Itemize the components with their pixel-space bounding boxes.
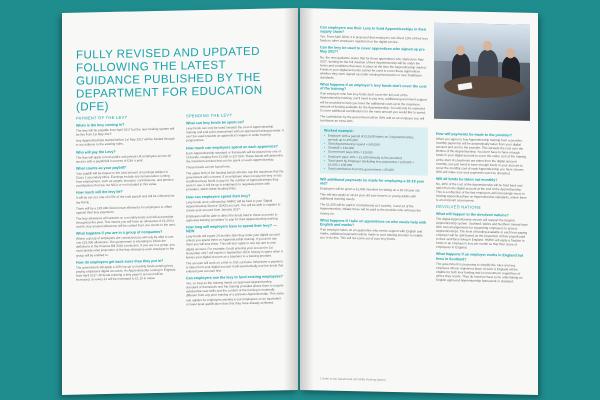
list-item: • Total Apprenticeship spend = £45,000 [324,142,424,148]
section-question: Can employers use their Levy to fund Apprenticeships in their supply chain? [320,25,427,35]
body-paragraph: Levy funds once collected by HMRC will be held in your 'Digital Apprenticeship Service' (DAS) account. You will be able to register to create your account from January 2017. [186,198,281,213]
body-paragraph: Where a group of employers are connected you will only be able to use one £15,000 allowance. The government is intending to follow the definitions in the Finance Bill 2016 connection. If you are in a group, you must decide what proportion of the levy allowance each employer in the group will be entitled to. [76,234,175,258]
section-question: What happens if an employer's levy funds don't cover the cost of the training? [320,82,427,92]
body-paragraph: The levy will apply to both public and private UK employers across all sectors with a paybill bill in excess of £3m a year. [76,153,171,164]
gutter-shadow [300,8,314,390]
section-question: Who will pay the Levy? [76,149,116,155]
section-question: What happens if you are in a group of companies? [76,229,163,236]
right-page [300,8,538,395]
meeting-photo [434,23,530,121]
body-paragraph: The £1,000 will be paid in 2 instalments at 3 months, 3 and 12 of the Apprenticeship, initially these will be paid to the provider who will pass the money on. [320,202,421,216]
page-headline: FULLY REVISED AND UPDATED FOLLOWING THE LATEST GUIDANCE PUBLISHED BY THE DEPARTMENT FOR EDUCATION (DFE) [76,44,263,114]
body-paragraph: This will also apply to 19-24 year old care leavers or young adults with additional learning needs. [320,192,416,202]
section-question: How much will the levy be? [76,189,123,195]
left-column-2 [186,112,284,308]
body-paragraph: These bands can be found here. [186,164,231,170]
body-paragraph: Employers will be able to direct the funds held in these accounts to approved training 'providers' to pay for their Apprenticeship training. [186,212,279,223]
body-paragraph: The upper limit of the funding bands will also cap the maximum that the government will co-invest. If an employer does not pay the levy or has insufficient levy funds to pay for the number of Apprenticeships they want to use, it will be up to employers to negotiate prices with providers, within these funding limits. [186,169,284,192]
section-question: How will payments be made to the provider? [436,131,513,138]
body-paragraph: There will be a £15,000 fixed annual allowance for employers to offset against their levy payments. [76,204,172,215]
section-question: What can levy funds be spent on? [186,120,245,126]
body-paragraph: The contribution by the government will be 90% and as an employer you will contribute an extra 10%. [320,114,425,123]
list-item: • Employer pays 10% = £1,000 (directly to the provider) [324,154,424,160]
right-column-1 [320,22,428,243]
body-paragraph: Your paybill will be based on the total amount of earnings subject to Class 1 secondary NICs. Earnings include any remuneration coming from employment, such as wages, bonuses, commissions, and pension contributions that are not NICs or not included in this value. [76,169,174,188]
section-question: Can employers use the levy to fund existing employees? [186,274,283,281]
worked-example-title: Worked example: [324,128,354,134]
section-question: How long will employers have to spend their levy? — NEW [186,223,277,234]
section-heading: PAYMENT OF THE LEVY [76,114,128,121]
section-question: Will additional payments be made for employing a 16-18 year old? [320,177,425,186]
left-column-1 [76,115,176,284]
section-question: When is the levy coming in? [76,122,125,128]
body-paragraph: When you agree to buy Apprenticeship training from a provider, monthly payments will be automatically taken from your digital account and sent to the provider. This spreads the cost over the lifetime of the Apprenticeship. You don't have to have enough funds in your digital account to cover the entire cost of the training at the start. As payments are taken from the digital account monthly, you just need to have enough funds in your account to cover the monthly cost of each Apprenticeship you have chosen. 80% will make sure your payments won't be disrupted. [436,136,527,176]
section-question: What happens if an employer works in England but lives in Scotland? [436,252,524,262]
section-question: How can employers spend their levy? [186,193,251,199]
list-item: • Employer with a payroll of £15,000 takes on 3 Apprenticeships, spends up to £35,000 [324,134,424,144]
section-question: What happens if I take on apprentices on who needs help with English and maths? [320,218,427,227]
left-page [62,8,298,395]
worked-example-list [324,134,424,173]
body-paragraph: The government will apply a 10% top up to monthly funds entering levy paying employers digital accounts. An Apprenticeship costing in England, from April 2017. All funds entering a levy payer's account will be increased, so every £1 will be increased to £1.10 in value. [76,263,176,282]
list-item: • Government pays 90% = £9,000 [324,150,424,156]
section-question: How do employers get back more than they put in? [76,258,164,265]
section-question: How much can employers spend on each apprentice? [186,143,278,150]
body-paragraph: Any Apprenticeships started before 1st May 2017 will be funded through in accordance to the existing rules. [76,136,175,148]
section-question: What counts as your paybill? [76,165,126,171]
list-item: • Total contribution from the government = £9,000 [324,166,424,172]
body-paragraph: Yes. From April 2018, it is proposed that employers can direct 10% of their levy funds to other employers registered on the digital service. [320,34,428,45]
worked-example-box [320,125,428,175]
body-paragraph: The government is proposing to simplify the rules and any employee whose registered place of work is England will be eligible for both levy funding and co-investment, regardless of where they reside. They do however have to be undertaking an English approved Apprenticeship framework or standard. [436,261,523,284]
body-paragraph: No, the new guidance states that for those apprentices who started pre May 2017, funding for the full duration of their Apprenticeship will be under the terms and conditions that were in place at the time the Apprenticeship started. Funds in your digital accounts cannot be used to cover these apprentices whether they were signed up under existing frameworks or new Trailblazer standards. [320,54,427,80]
section-heading: SPENDING THE LEVY [186,112,233,119]
body-paragraph: Levy funds will expire 24 months after they enter your digital account unless you spend them on Apprenticeship training. If you don't use them you will lose them. This will also apply to any top ups to your digital account. For example, funds entering your account in 1st November 2017 will expire in September 2019. Money is spent when it leaves your digital account as a payment to a training provider. [186,232,283,260]
gutter-shadow [284,8,298,390]
body-paragraph: If an employer takes on an apprentice who needs support with English and maths, additional payments will be made to your training provider to enable you to do this. This will not come out of your levy funds. [320,227,423,242]
footnote: 1 Refer to the Department and Skills Funding Agency [320,376,386,382]
list-item: • Shortfall = £10,000 [324,146,424,152]
list-item: • Total spent by Employer (including levy payments) = £35,000 + £1,000 = £36,000 [324,158,424,168]
body-paragraph: Employers will be given a £1,000 incentive for taking on a 16-18 year old. [320,186,421,193]
body-paragraph: If an employer who has levy funds don't cover the full cost of the Apprenticeship training, you'll need to pay less, additional government support will be provided to help you meet the additional costs up to the maximum amount of funding available for the Apprenticeship. You will only be expected to cover additional contributions for the extra amount you would like to spend. [320,91,427,115]
right-column-2 [436,129,528,286]
section-question: Will all funds be taken out monthly? [436,176,498,183]
body-paragraph: Levy funds can only be used towards the cost of Apprenticeship training and end point assessment with an approved training provider. It can't be used towards an apprentice's wages or wider training programmes. [186,124,284,143]
body-paragraph: The digital Apprenticeship service will support the English Apprenticeship system. Scotland, Wales and Northern Ireland have their own arrangements for supporting employers to access Apprenticeships. The level of funding available in each levy-paying employer will be split based on the proportion of their payroll paid to their workforce living in England. HMRC will apply a fraction to funds in an employer's levy per month so that their share of employees in England. [436,216,528,250]
body-paragraph: No, 20% of the cost of the Apprenticeship will be held back and taken from the digital account at the end of the Apprenticeship. This is a reflection of the fact employers will increasingly move to funding Apprenticeships on Apprenticeship standards, where there is an end point assessment. [436,181,527,204]
body-paragraph: The levy allowance will operate on a monthly basis and will accumulate throughout the year. This means you will have an allowance of £1,250 a month. Any unused allowance will be carried from one month to the next. [76,214,176,229]
section-question: Can the levy be used to cover apprentices who signed up pre May 2017? [320,45,425,55]
body-paragraph: It will be set at a rate of 0.5% of the total payroll and will be collected via the PAYE. [76,193,175,205]
body-paragraph: The account will work on a first in, first out basis. Whenever a payment is taken from your digital account it will automatically use the funds that entered your account first. [186,259,284,274]
body-paragraph: Each Apprenticeship standard or framework will be placed into one of 15 bands, ranging from £1,500 to £27,000. These bands will determine the maximum amount that can be spent on each Apprenticeship. [186,149,283,164]
section-question: What will happen to the devolved nations? [436,211,509,217]
body-paragraph: Yes, so long as the training meets an approved Apprenticeship standard or framework and the training provided allows them to acquire substantive new skills and the content of the training is materially different from any prior training or a previous Apprenticeship. This same rule applies for employers wanting to put employees on an equivalent or lower level qualification than that they have already achieved. [186,279,284,307]
body-paragraph: The levy will be payable from April 2017 but the new funding system will be live from 1st May 2017. [76,126,175,137]
brochure-spread [62,8,538,390]
section-heading: DEVOLVED NATIONS [436,203,481,210]
